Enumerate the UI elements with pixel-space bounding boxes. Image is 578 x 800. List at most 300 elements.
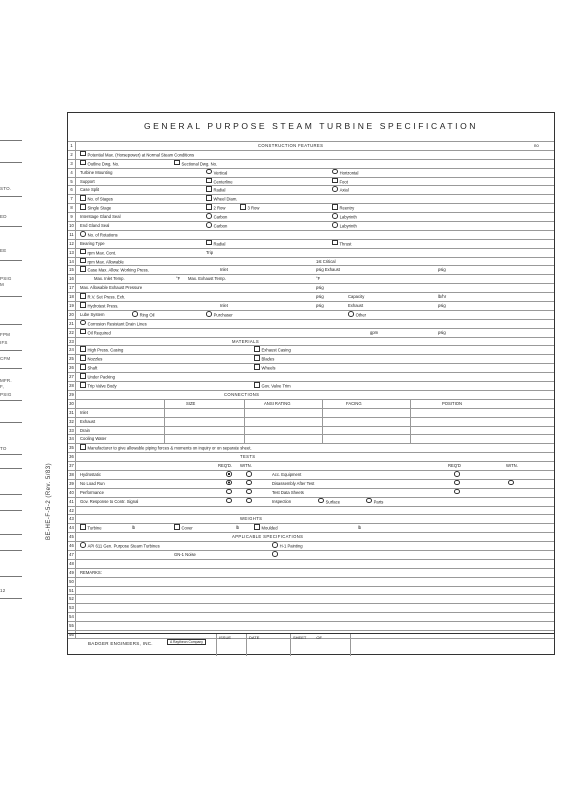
field-text: Blades — [261, 356, 275, 362]
checkbox-field[interactable] — [80, 373, 115, 381]
spec-row — [68, 345, 554, 354]
field-label — [370, 329, 378, 337]
field-label — [80, 240, 105, 248]
row-number: 10 — [68, 222, 76, 230]
field-text: Gov. Response to Contr. Signal — [80, 498, 139, 504]
field-text: °F — [316, 276, 321, 282]
grid-line — [322, 435, 323, 443]
field-text: Single Stage — [87, 205, 112, 211]
field-label — [240, 462, 252, 470]
field-text: API 611 Gen. Purpose Steam Turbines — [87, 543, 160, 549]
field-label — [186, 400, 195, 408]
radio-icon[interactable] — [332, 169, 338, 175]
checkbox-field[interactable] — [80, 160, 119, 168]
spec-row — [68, 141, 554, 150]
field-label — [272, 480, 314, 488]
field-label — [272, 489, 304, 497]
left-rule — [0, 296, 22, 297]
field-text: 3 Row — [247, 205, 260, 211]
checkbox-icon[interactable] — [254, 364, 260, 370]
spec-row — [68, 488, 554, 497]
field-text: Shaft — [87, 365, 98, 371]
checkbox-icon[interactable] — [80, 293, 86, 299]
left-rule — [0, 576, 22, 577]
footer — [68, 633, 554, 654]
row-number: 9 — [68, 213, 76, 221]
field-label — [442, 400, 462, 408]
field-label — [358, 524, 361, 532]
row-number: 32 — [68, 418, 76, 426]
checkbox-icon[interactable] — [240, 204, 246, 210]
field-text: Thrust — [339, 241, 352, 247]
row-number: 3 — [68, 160, 76, 168]
section-header — [240, 453, 256, 461]
grid-line — [244, 427, 245, 435]
checkbox-field[interactable] — [254, 382, 291, 390]
row-number: 12 — [68, 240, 76, 248]
radio-icon[interactable] — [132, 311, 138, 317]
checkbox-icon[interactable] — [80, 151, 86, 157]
field-label — [176, 275, 180, 283]
field-text: Inlet — [220, 267, 228, 273]
field-text: Turbine — [87, 525, 102, 531]
row-number: 50 — [68, 578, 76, 586]
field-text: Exhaust — [80, 418, 96, 424]
row-number: 19 — [68, 302, 76, 310]
spec-row — [68, 506, 554, 515]
field-text: POSITION — [442, 400, 463, 406]
checkbox-field[interactable] — [254, 346, 291, 354]
spec-row — [68, 150, 554, 159]
field-text: lb — [236, 525, 240, 531]
checkbox-field[interactable] — [80, 346, 123, 354]
field-text: APPLICABLE SPECIFICATIONS — [232, 534, 304, 540]
field-text: Centerline — [213, 178, 233, 184]
spec-row — [68, 408, 554, 417]
field-text: CONSTRUCTION FEATURES — [258, 143, 324, 148]
spec-row — [68, 328, 554, 337]
radio-icon[interactable] — [272, 551, 278, 557]
checkbox-field[interactable] — [80, 329, 111, 337]
field-label — [316, 293, 324, 301]
field-label — [80, 186, 99, 194]
field-text: Trip — [206, 249, 214, 255]
spec-row — [68, 417, 554, 426]
checkbox-field[interactable] — [80, 204, 111, 212]
field-text: Wheels — [261, 365, 276, 371]
checkbox-icon[interactable] — [174, 160, 180, 166]
field-text: Trip Valve Body — [87, 383, 117, 389]
checkbox-field[interactable] — [80, 151, 194, 159]
field-text: Exhaust Casing — [261, 347, 291, 353]
field-label — [438, 329, 446, 337]
radio-icon[interactable] — [246, 489, 252, 495]
checkbox-field[interactable] — [254, 524, 278, 532]
field-label — [188, 275, 226, 283]
field-label — [438, 293, 446, 301]
left-rule — [0, 510, 22, 511]
field-label — [80, 489, 104, 497]
field-label — [264, 400, 290, 408]
field-label — [80, 284, 142, 292]
field-text: Disassembly After Test — [272, 480, 315, 486]
checkbox-field[interactable] — [80, 195, 113, 203]
checkbox-field[interactable] — [80, 249, 116, 257]
left-fragment: F, — [0, 384, 4, 389]
field-text: Foot — [339, 178, 348, 184]
field-label — [448, 462, 461, 470]
field-label — [506, 462, 518, 470]
row-number: 41 — [68, 498, 76, 506]
checkbox-field[interactable] — [254, 355, 274, 363]
field-text: Case Split — [80, 187, 100, 193]
field-label — [80, 569, 102, 577]
field-text: GN-1 Noise — [174, 551, 196, 557]
field-text: Performance — [80, 489, 104, 495]
radio-icon[interactable] — [366, 498, 372, 504]
row-number: 33 — [68, 427, 76, 435]
grid-line — [410, 409, 411, 417]
spec-row — [68, 603, 554, 612]
left-rule — [0, 422, 22, 423]
radio-icon[interactable] — [80, 320, 86, 326]
checkbox-icon[interactable] — [80, 302, 86, 308]
checkbox-icon[interactable] — [80, 204, 86, 210]
field-text: rpm Max. Allowable — [87, 258, 124, 264]
radio-icon[interactable] — [246, 498, 252, 504]
field-text: Inlet — [80, 409, 88, 415]
field-label — [132, 524, 135, 532]
left-rule — [0, 598, 22, 599]
spec-row — [68, 354, 554, 363]
field-text: Interstage Gland Seal — [80, 214, 121, 220]
radio-icon[interactable] — [272, 542, 278, 548]
checkbox-field[interactable] — [80, 364, 97, 372]
checkbox-field[interactable] — [206, 204, 225, 212]
field-text: TESTS — [240, 454, 256, 460]
checkbox-icon[interactable] — [80, 195, 86, 201]
row-number: 7 — [68, 195, 76, 203]
row-number: 31 — [68, 409, 76, 417]
checkbox-field[interactable] — [240, 204, 259, 212]
section-header — [258, 142, 323, 150]
spec-row — [68, 443, 554, 452]
checkbox-icon[interactable] — [80, 329, 86, 335]
checkbox-icon[interactable] — [206, 186, 212, 192]
field-text: lb — [358, 525, 362, 531]
left-fragment: ED — [0, 214, 7, 219]
checkbox-field[interactable] — [206, 178, 233, 186]
field-text: psig Exhaust — [316, 267, 340, 273]
left-fragment: PSIG — [0, 276, 12, 281]
checkbox-icon[interactable] — [174, 524, 180, 530]
checkbox-icon[interactable] — [206, 240, 212, 246]
spec-row — [68, 470, 554, 479]
field-label — [80, 169, 112, 177]
field-text: H-1 Painting — [279, 543, 303, 549]
field-text: Cooling Water — [80, 436, 107, 442]
field-text: no — [534, 143, 539, 148]
field-text: Support — [80, 178, 95, 184]
field-text: Inlet — [220, 303, 228, 309]
left-fragment: EE — [0, 248, 7, 253]
field-text: Gov. Valve Trim — [261, 383, 291, 389]
field-label — [80, 427, 90, 435]
field-text: Axial — [339, 187, 349, 193]
field-label — [316, 258, 336, 266]
radio-icon[interactable] — [80, 231, 86, 237]
field-text: ANSI RATING — [264, 400, 291, 406]
spec-row — [68, 621, 554, 630]
date-cell[interactable]: DATE — [246, 634, 291, 656]
checkbox-icon[interactable] — [206, 195, 212, 201]
field-text: Turbine Mounting — [80, 169, 113, 175]
field-text: Inspection — [272, 498, 292, 504]
field-text: Potential Max. (Horsepower) at Normal Steam Conditions — [87, 152, 195, 158]
checkbox-field[interactable] — [80, 258, 124, 266]
grid-line — [410, 435, 411, 443]
left-rule — [0, 226, 22, 227]
checkbox-icon[interactable] — [80, 382, 86, 388]
checkbox-icon[interactable] — [254, 382, 260, 388]
grid-line — [164, 427, 165, 435]
spec-row — [68, 559, 554, 568]
radio-icon[interactable] — [348, 311, 354, 317]
field-label — [316, 275, 320, 283]
radio-icon[interactable] — [226, 498, 232, 504]
spec-row — [68, 363, 554, 372]
radio-icon[interactable] — [332, 186, 338, 192]
field-text: Bearing Type — [80, 240, 105, 246]
left-fragment: FPM — [0, 332, 11, 337]
row-number: 26 — [68, 364, 76, 372]
field-text: REMARKS: — [80, 569, 102, 575]
checkbox-field[interactable] — [80, 293, 125, 301]
row-number: 34 — [68, 435, 76, 443]
form-revision-code: BE-HE-F-5-2 (Rev. 5/83) — [46, 462, 52, 540]
checkbox-icon[interactable] — [80, 355, 86, 361]
field-text: REQ'D — [448, 463, 461, 469]
spec-row — [68, 434, 554, 443]
field-text: FACING — [346, 400, 362, 406]
grid-line — [244, 400, 245, 408]
field-text: Test Data Sheets — [272, 489, 304, 495]
checkbox-icon[interactable] — [332, 178, 338, 184]
spec-row — [68, 274, 554, 283]
spec-row — [68, 265, 554, 274]
grid-line — [164, 418, 165, 426]
grid-line — [322, 427, 323, 435]
radio-icon[interactable] — [226, 489, 232, 495]
radio-icon[interactable] — [332, 222, 338, 228]
checkbox-field[interactable] — [80, 524, 102, 532]
field-label — [218, 462, 232, 470]
radio-icon[interactable] — [332, 213, 338, 219]
checkbox-icon[interactable] — [80, 258, 86, 264]
checkbox-field[interactable] — [80, 266, 149, 274]
grid-line — [322, 400, 323, 408]
radio-icon[interactable] — [206, 213, 212, 219]
checkbox-field[interactable] — [80, 444, 252, 452]
spec-row — [68, 177, 554, 186]
left-rule — [0, 468, 22, 469]
row-number: 14 — [68, 258, 76, 266]
checkbox-icon[interactable] — [80, 444, 86, 450]
checkbox-icon[interactable] — [254, 346, 260, 352]
checkbox-field[interactable] — [206, 240, 225, 248]
field-text: Hydrotest Press. — [87, 303, 119, 309]
left-rule — [0, 494, 22, 495]
left-rule — [0, 350, 22, 351]
field-label — [348, 302, 363, 310]
field-label — [80, 213, 121, 221]
checkbox-field[interactable] — [332, 204, 354, 212]
checkbox-icon[interactable] — [80, 160, 86, 166]
checkbox-field[interactable] — [174, 160, 217, 168]
radio-icon[interactable] — [246, 471, 252, 477]
field-text: Case Max. Allow. Working Press. — [87, 267, 149, 273]
field-label — [438, 302, 446, 310]
radio-icon[interactable] — [80, 542, 86, 548]
spec-row — [68, 185, 554, 194]
row-number: 29 — [68, 391, 76, 399]
row-number: 36 — [68, 453, 76, 461]
row-number: 8 — [68, 204, 76, 212]
spec-row — [68, 310, 554, 319]
row-number: 16 — [68, 275, 76, 283]
row-number: 20 — [68, 311, 76, 319]
checkbox-field[interactable] — [206, 186, 225, 194]
radio-icon[interactable] — [318, 498, 324, 504]
grid-line — [164, 400, 165, 408]
left-fragment: IFS — [0, 340, 8, 345]
sheet-cell[interactable]: SHEET OF — [290, 634, 335, 656]
checkbox-field[interactable] — [80, 382, 117, 390]
grid-line — [244, 409, 245, 417]
field-text: Vertical — [213, 170, 228, 176]
field-text: psig — [316, 294, 324, 300]
radio-icon[interactable] — [206, 169, 212, 175]
checkbox-icon[interactable] — [80, 249, 86, 255]
spec-row — [68, 390, 554, 399]
row-number: 1 — [68, 142, 76, 150]
left-rule — [0, 400, 22, 401]
field-text: Capacity — [348, 294, 365, 300]
field-text: Corrosion Resistant Drain Lines — [87, 321, 147, 327]
field-text: Acc. Equipment — [272, 471, 302, 477]
checkbox-icon[interactable] — [254, 524, 260, 530]
left-fragment: PSIG — [0, 392, 12, 397]
row-number: 28 — [68, 382, 76, 390]
radio-selected-icon[interactable] — [226, 480, 232, 486]
row-number: 25 — [68, 355, 76, 363]
company-stamp: A Raytheon Company — [167, 639, 206, 645]
spec-row — [68, 594, 554, 603]
row-number: 56 — [68, 631, 76, 638]
checkbox-icon[interactable] — [332, 204, 338, 210]
left-fragment: M — [0, 282, 4, 287]
spec-row — [68, 239, 554, 248]
row-number: 55 — [68, 622, 76, 630]
field-label — [80, 435, 106, 443]
left-rule — [0, 260, 22, 261]
field-text: Lube System — [80, 311, 105, 317]
radio-selected-icon[interactable] — [226, 471, 232, 477]
spec-row — [68, 497, 554, 506]
field-label — [220, 266, 228, 274]
spec-sheet — [67, 112, 555, 655]
spec-row — [68, 230, 554, 239]
radio-icon[interactable] — [246, 480, 252, 486]
spec-row — [68, 399, 554, 408]
radio-icon[interactable] — [454, 471, 460, 477]
checkbox-icon[interactable] — [332, 240, 338, 246]
spec-row — [68, 426, 554, 435]
checkbox-field[interactable] — [332, 178, 348, 186]
left-rule — [0, 324, 22, 325]
spec-row — [68, 248, 554, 257]
checkbox-field[interactable] — [174, 524, 193, 532]
checkbox-icon[interactable] — [206, 204, 212, 210]
field-text: High Press. Casing — [87, 347, 124, 353]
checkbox-icon[interactable] — [80, 364, 86, 370]
checkbox-icon[interactable] — [80, 346, 86, 352]
row-number: 52 — [68, 595, 76, 603]
checkbox-icon[interactable] — [80, 266, 86, 272]
checkbox-icon[interactable] — [80, 373, 86, 379]
blank-cell — [350, 634, 555, 656]
checkbox-field[interactable] — [206, 195, 237, 203]
checkbox-field[interactable] — [254, 364, 275, 372]
field-text: psig — [438, 267, 446, 273]
checkbox-icon[interactable] — [80, 524, 86, 530]
issue-cell[interactable]: ISSUE — [216, 634, 251, 656]
checkbox-field[interactable] — [332, 240, 351, 248]
field-label — [316, 302, 324, 310]
radio-icon[interactable] — [508, 480, 514, 486]
spec-row — [68, 372, 554, 381]
checkbox-field[interactable] — [80, 302, 118, 310]
field-text: Radial — [213, 187, 226, 193]
grid-line — [244, 418, 245, 426]
row-number: 54 — [68, 613, 76, 621]
radio-icon[interactable] — [206, 222, 212, 228]
checkbox-icon[interactable] — [254, 355, 260, 361]
row-number: 21 — [68, 320, 76, 328]
radio-icon[interactable] — [454, 489, 460, 495]
field-label — [438, 266, 446, 274]
radio-icon[interactable] — [206, 311, 212, 317]
row-number: 43 — [68, 515, 76, 523]
field-label — [272, 498, 291, 506]
spec-row — [68, 381, 554, 390]
checkbox-icon[interactable] — [206, 178, 212, 184]
spec-row — [68, 514, 554, 523]
spec-row — [68, 203, 554, 212]
checkbox-field[interactable] — [80, 355, 102, 363]
radio-icon[interactable] — [454, 480, 460, 486]
field-text: Max. Inlet Temp. — [94, 276, 125, 282]
field-text: REQ'D. — [218, 463, 233, 469]
field-text: No. of Stages — [87, 196, 113, 202]
left-rule — [0, 196, 22, 197]
grid-line — [410, 400, 411, 408]
field-label — [272, 471, 301, 479]
row-number: 42 — [68, 507, 76, 515]
row-number: 27 — [68, 373, 76, 381]
row-number: 5 — [68, 178, 76, 186]
section-header — [232, 533, 303, 541]
